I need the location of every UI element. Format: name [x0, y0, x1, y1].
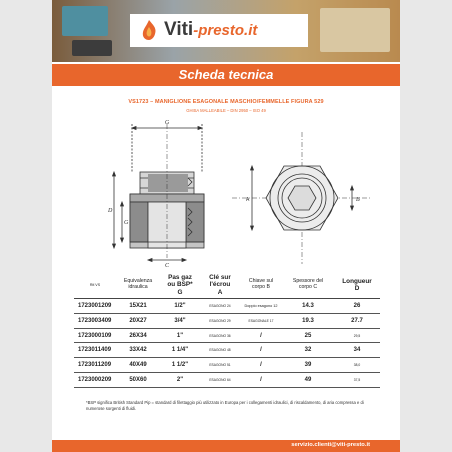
cell-key: ESAGONO 29	[200, 313, 240, 328]
screws-image	[320, 8, 390, 52]
cell-thickness: 39	[282, 358, 334, 373]
cell-length: 27.7	[334, 313, 380, 328]
footer-bar	[52, 440, 400, 452]
cell-bsp: 1"	[160, 328, 200, 343]
cell-key-body: /	[240, 358, 282, 373]
cell-thickness: 49	[282, 373, 334, 388]
table-row	[74, 358, 380, 373]
dimension-b: B	[356, 197, 360, 203]
brand-logo	[130, 14, 308, 47]
cell-equivalence: 33X42	[116, 343, 160, 358]
cell-bsp: 2"	[160, 373, 200, 388]
cell-equivalence: 40X49	[116, 358, 160, 373]
cell-thickness: 25	[282, 328, 334, 343]
cell-length: 34	[334, 343, 380, 358]
cell-code: 1723011209	[74, 358, 116, 373]
cell-equivalence: 20X27	[116, 313, 160, 328]
col-header-code: Rif.VS	[74, 272, 116, 299]
header-photo-banner	[52, 0, 400, 62]
brand-name: Viti-presto.it	[164, 19, 258, 40]
bsp-footnote: *BSP significa British Standard Pip = standard di filettaggio più utilizzato in Europa per i collegamenti idraulici, di riscaldamento, di aria compressa e di numerose sorgenti di fluidi.	[86, 400, 364, 412]
flame-logo-icon	[138, 19, 160, 41]
cell-length: 38,0	[334, 358, 380, 373]
dimension-d: D	[108, 208, 113, 214]
cell-code: 1723000109	[74, 328, 116, 343]
cell-code: 1723001209	[74, 299, 116, 314]
cell-code: 1723011409	[74, 343, 116, 358]
datasheet-page	[52, 0, 400, 452]
cell-key: ESAGONO 51	[200, 358, 240, 373]
cell-key: ESAGONO 64	[200, 373, 240, 388]
technical-drawing	[52, 118, 400, 268]
product-title: VS1723 – MANIGLIONE ESAGONALE MASCHIO/FEMMELLE FIGURA 529	[128, 99, 324, 105]
cell-key: ESAGONO 48	[200, 343, 240, 358]
page-title: Scheda tecnica	[178, 67, 274, 82]
cell-code: 1723003409	[74, 313, 116, 328]
table-header-row	[74, 272, 380, 299]
cell-equivalence: 50X60	[116, 373, 160, 388]
col-header-equiv: Equivalenza idraulica	[116, 272, 160, 299]
toolbox-image	[62, 6, 108, 36]
spec-table-body	[74, 299, 380, 388]
cell-bsp: 1/2"	[160, 299, 200, 314]
product-subtitle: GHISA MALLEABILE – DIN 2950 – ISO 49	[186, 108, 266, 113]
col-header-key: Clé sur l'écrou A	[200, 272, 240, 299]
table-row	[74, 313, 380, 328]
cell-bsp: 1 1/2"	[160, 358, 200, 373]
dimension-c: C	[164, 263, 170, 268]
cell-bsp: 1 1/4"	[160, 343, 200, 358]
table-row	[74, 373, 380, 388]
front-view	[232, 132, 372, 264]
cell-bsp: 3/4"	[160, 313, 200, 328]
col-header-key-b: Chiave sul corpo B	[240, 272, 282, 299]
cell-key-body: Doppio esagono 12	[240, 299, 282, 314]
dimension-a: A	[246, 197, 250, 203]
title-banner	[52, 64, 400, 86]
customer-service-email[interactable]: servizio.clienti@viti-presto.it	[291, 442, 370, 448]
cell-key-body: /	[240, 373, 282, 388]
cell-length: 37,5	[334, 373, 380, 388]
table-row	[74, 328, 380, 343]
cell-key-body: ESAGONALE 17	[240, 313, 282, 328]
cell-equivalence: 26X34	[116, 328, 160, 343]
cell-length: 29,5	[334, 328, 380, 343]
cell-code: 1723000209	[74, 373, 116, 388]
cell-equivalence: 15X21	[116, 299, 160, 314]
cell-thickness: 19.3	[282, 313, 334, 328]
dimension-g-top: G	[164, 120, 170, 126]
col-header-thickness: Spessore del corpo C	[282, 272, 334, 299]
table-row	[74, 343, 380, 358]
cell-key-body: /	[240, 343, 282, 358]
col-header-bsp: Pas gaz ou BSP* G	[160, 272, 200, 299]
dimension-g-left: G	[124, 220, 129, 226]
cell-key-body: /	[240, 328, 282, 343]
cell-thickness: 32	[282, 343, 334, 358]
cell-key: ESAGONO 24	[200, 299, 240, 314]
cell-length: 26	[334, 299, 380, 314]
table-row	[74, 299, 380, 314]
col-header-length: Longueur D	[334, 272, 380, 299]
cell-key: ESAGONO 36	[200, 328, 240, 343]
cell-thickness: 14.3	[282, 299, 334, 314]
spec-table	[74, 272, 380, 388]
tool-image	[72, 40, 112, 56]
side-view	[113, 124, 205, 262]
